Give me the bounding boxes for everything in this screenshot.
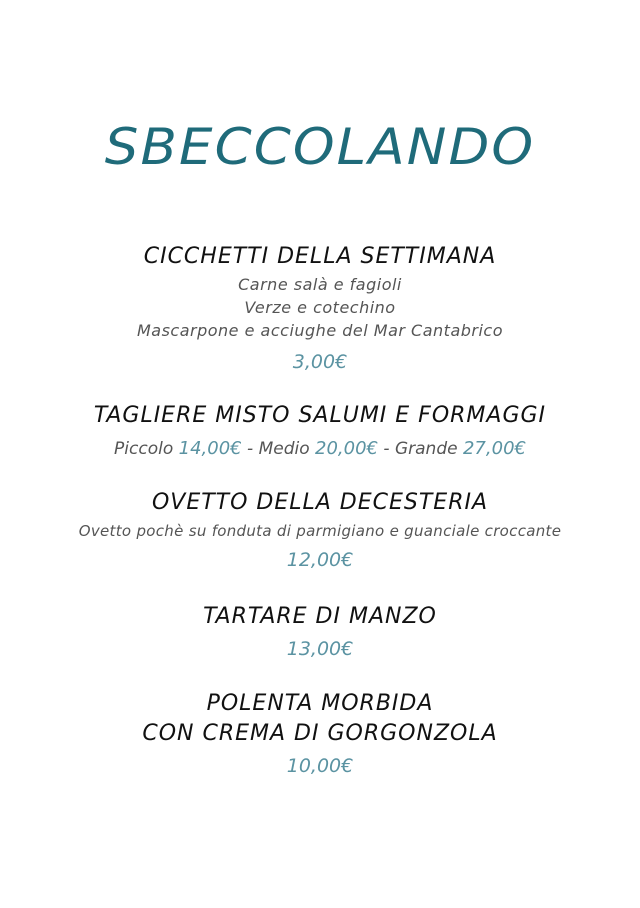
size-separator: - [383, 439, 390, 459]
dish-title-cicchetti: CICCHETTI DELLA SETTIMANA [143, 244, 497, 269]
dish-title-tartare: TARTARE DI MANZO [203, 604, 437, 629]
list-item: Mascarpone e acciughe del Mar Cantabrico [136, 321, 504, 340]
size-price-large: 27,00€ [462, 438, 526, 459]
price-cicchetti: 3,00€ [292, 351, 348, 373]
tagliere-sizes [0, 435, 640, 463]
size-price-small: 14,00€ [178, 438, 242, 459]
size-label-small: Piccolo [114, 439, 174, 459]
section-polenta [0, 689, 640, 780]
dish-description-ovetto: Ovetto pochè su fonduta di parmigiano e guanciale croccante [78, 522, 562, 540]
price-polenta: 10,00€ [286, 755, 354, 777]
section-ovetto [0, 488, 640, 574]
section-cicchetti [0, 242, 640, 376]
dish-title-polenta-line1: POLENTA MORBIDA [206, 691, 434, 716]
dish-title-tagliere: TAGLIERE MISTO SALUMI E FORMAGGI [93, 403, 547, 428]
price-ovetto: 12,00€ [286, 549, 354, 571]
size-price-medium: 20,00€ [315, 438, 379, 459]
price-tartare: 13,00€ [286, 638, 354, 660]
section-tagliere [0, 401, 640, 463]
dish-title-ovetto: OVETTO DELLA DECESTERIA [151, 490, 489, 515]
list-item: Carne salà e fagioli [238, 275, 402, 294]
restaurant-name: SBECCOLANDO [104, 118, 536, 176]
list-item: Verze e cotechino [244, 298, 396, 317]
size-label-large: Grande [394, 439, 458, 459]
size-separator: - [247, 439, 254, 459]
size-label-medium: Medio [258, 439, 310, 459]
dish-title-polenta-line2: CON CREMA DI GORGONZOLA [142, 721, 498, 746]
section-tartare [0, 602, 640, 663]
